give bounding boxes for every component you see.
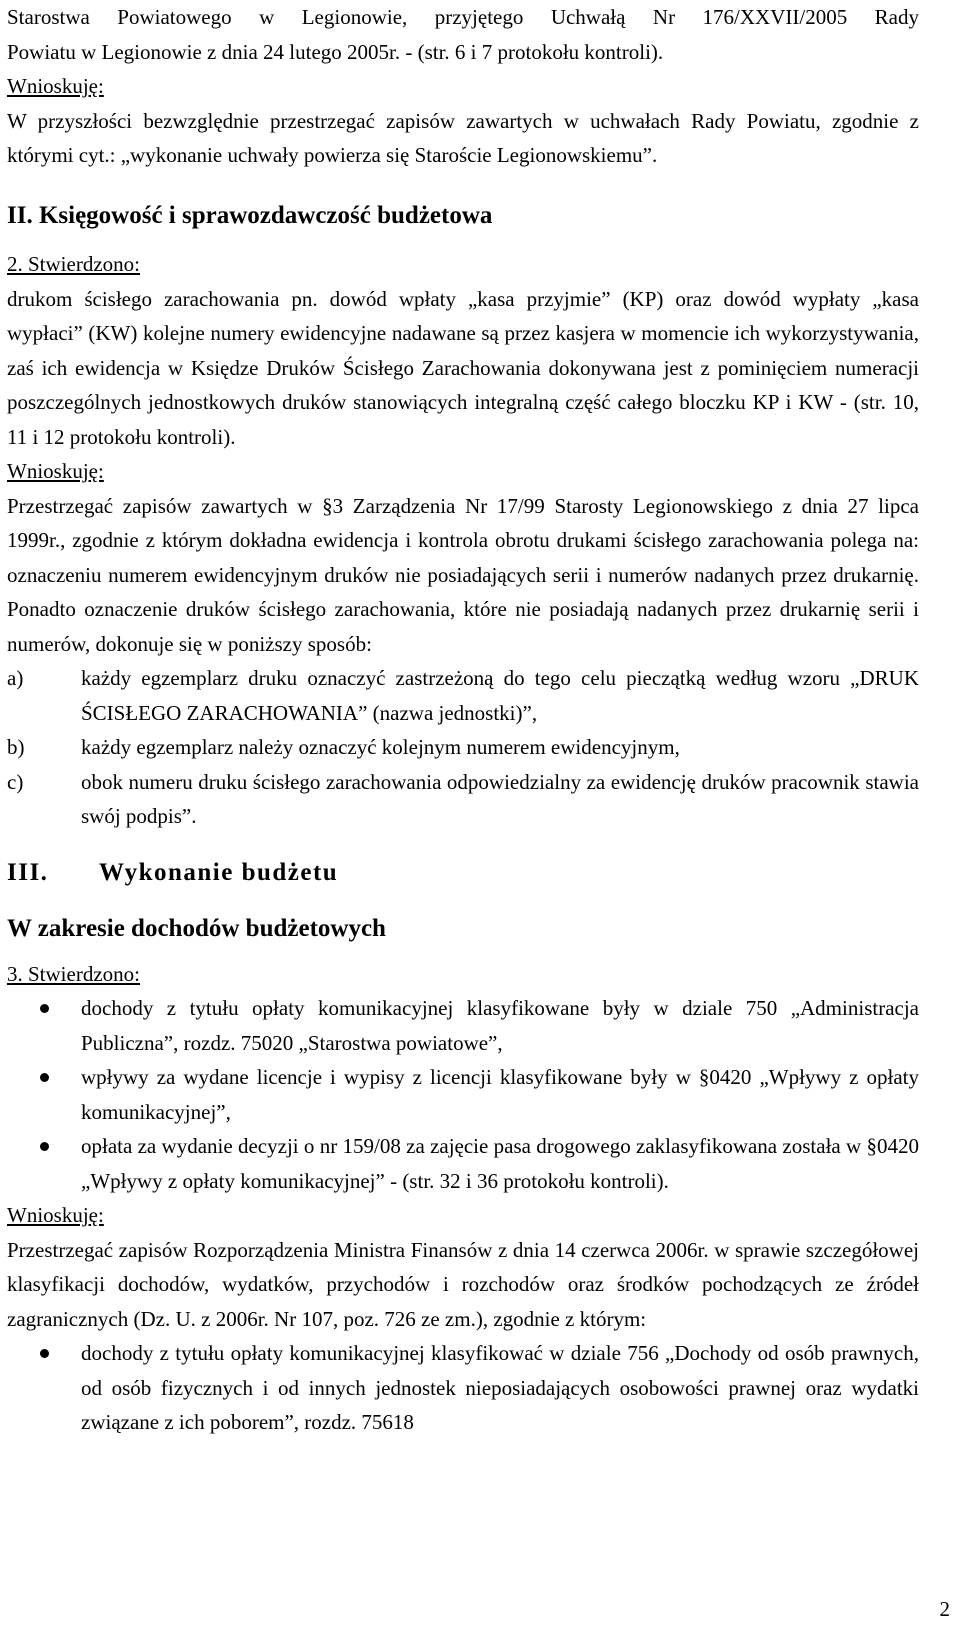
list-item — [7, 1129, 919, 1198]
list-item-text: każdy egzemplarz druku oznaczyć zastrzeżoną do tego celu pieczątką według wzoru „DRUK ŚCISŁEGO ZARACHOWANIA” (nazwa jednostki)”, — [81, 666, 919, 725]
list-item-marker: a) — [7, 666, 24, 690]
top-paragraph-line-2: Powiatu w Legionowie z dnia 24 lutego 2005r. - (str. 6 i 7 protokołu kontroli). — [7, 39, 664, 64]
recommendation-label: Wnioskuję: — [7, 459, 104, 483]
list-item-text: dochody z tytułu opłaty komunikacyjnej klasyfikować w dziale 756 „Dochody od osób prawnych, od osób fizycznych i od innych jednostek nieposiadających osobowości prawnej oraz wydatki związane z ich poborem”, rozdz. 75618 — [81, 1341, 919, 1434]
list-item-text: obok numeru druku ścisłego zarachowania odpowiedzialny za ewidencję druków pracownik stawia swój podpis”. — [81, 769, 919, 828]
section-2-heading: II. Księgowość i sprawozdawczość budżetowa — [7, 201, 493, 229]
list-item — [7, 1336, 919, 1440]
list-item-text: każdy egzemplarz należy oznaczyć kolejnym numerem ewidencyjnym, — [81, 735, 680, 759]
recommendation-3-text: Przestrzegać zapisów Rozporządzenia Ministra Finansów z dnia 14 czerwca 2006r. w sprawie szczegółowej klasyfikacji dochodów, wydatków, przychodów i rozchodów oraz środków pochodzących ze źródeł zagranicznych (Dz. U. z 2006r. Nr 107, poz. 726 ze zm.), zgodnie z którym: — [7, 1237, 919, 1331]
bullet-icon — [40, 1349, 49, 1358]
list-item — [7, 1060, 919, 1129]
list-item-text: dochody z tytułu opłaty komunikacyjnej klasyfikowane były w dziale 750 „Administracja Publiczna”, rozdz. 75020 „Starostwa powiatowe”, — [81, 996, 919, 1055]
recommendation-label: Wnioskuję: — [7, 1203, 104, 1227]
bullet-icon — [40, 1004, 49, 1013]
list-item — [7, 765, 919, 834]
recommendation-3-list — [7, 1336, 919, 1440]
section-3-title: Wykonanie budżetu — [99, 858, 339, 886]
list-item-marker: b) — [7, 735, 25, 759]
section-3-heading — [7, 856, 919, 891]
top-paragraph-line-1: Starostwa Powiatowego w Legionowie, przyjętego Uchwałą Nr 176/XXVII/2005 Rady — [7, 5, 919, 29]
list-item — [7, 661, 919, 730]
marking-steps-list — [7, 661, 919, 834]
recommendation-label: Wnioskuję: — [7, 74, 104, 98]
list-item — [7, 730, 919, 765]
revenue-subheading: W zakresie dochodów budżetowych — [7, 915, 386, 942]
recommendation-text: W przyszłości bezwzględnie przestrzegać zapisów zawartych w uchwałach Rady Powiatu, zgodnie z którymi cyt.: „wykonanie uchwały powierza się Staroście Legionowskiemu”. — [7, 108, 919, 167]
page-number: 2 — [939, 1597, 950, 1621]
list-item-text: opłata za wydanie decyzji o nr 159/08 za zajęcie pasa drogowego zaklasyfikowana została w §0420 „Wpływy z opłaty komunikacyjnej” - (str. 32 i 36 protokołu kontroli). — [81, 1134, 919, 1193]
finding-3-label: 3. Stwierdzono: — [7, 961, 140, 986]
section-3-number: III. — [7, 858, 49, 886]
recommendation-2-text: Przestrzegać zapisów zawartych w §3 Zarządzenia Nr 17/99 Starosty Legionowskiego z dnia 27 lipca 1999r., zgodnie z którym dokładna ewidencja i kontrola obrotu drukami ścisłego zarachowania polega na: oznaczeniu numerem ewidencyjnym druków nie posiadających serii i numerów nadanych przez drukarnię. Ponadto oznaczenie druków ścisłego zarachowania, które nie posiadają nadanych przez drukarnię serii i numerów, dokonuje się w poniższy sposób: — [7, 493, 919, 656]
list-item-marker: c) — [7, 769, 24, 794]
bullet-icon — [40, 1142, 49, 1151]
bullet-icon — [40, 1073, 49, 1082]
list-item-text: wpływy za wydane licencje i wypisy z licencji klasyfikowane były w §0420 „Wpływy z opłaty komunikacyjnej”, — [81, 1065, 919, 1124]
finding-2-text: drukom ścisłego zarachowania pn. dowód wpłaty „kasa przyjmie” (KP) oraz dowód wypłaty „kasa wypłaci” (KW) kolejne numery ewidencyjne nadawane są przez kasjera w momencie ich wykorzystywania, zaś ich ewidencja w Księdze Druków Ścisłego Zarachowania dokonywana jest z pominięciem numeracji poszczególnych jednostkowych druków stanowiących integralną część całego bloczku KP i KW - (str. 10, 11 i 12 protokołu kontroli). — [7, 286, 919, 449]
list-item — [7, 991, 919, 1060]
finding-3-list — [7, 991, 919, 1198]
finding-2-label: 2. Stwierdzono: — [7, 252, 140, 276]
